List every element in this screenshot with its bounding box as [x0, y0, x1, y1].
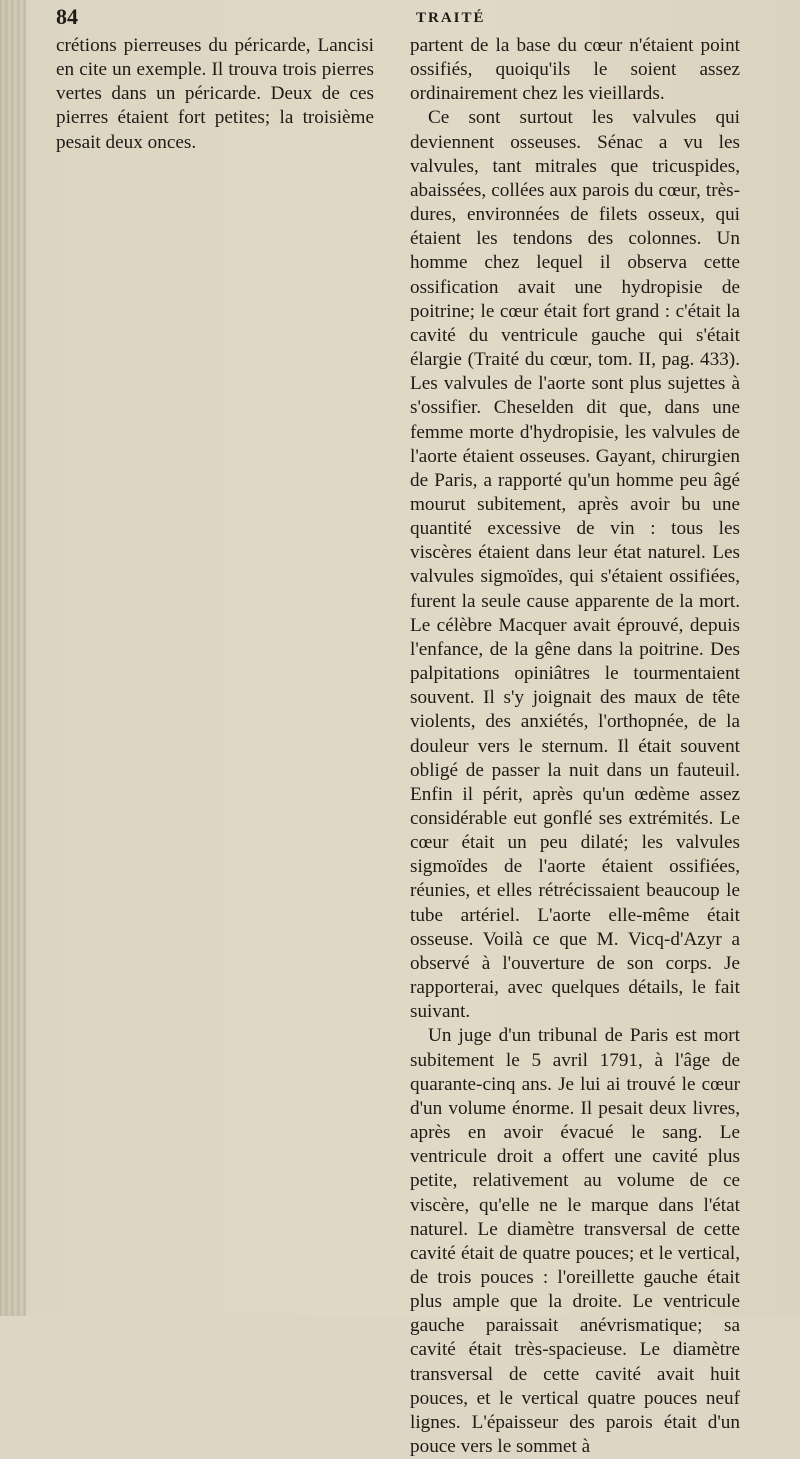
binding-gutter: [0, 0, 26, 1316]
paragraph: partent de la base du cœur n'étaient point ossifiés, quoiqu'ils le soient assez ordinairement chez les vieillards.: [410, 35, 740, 105]
running-head: TRAITÉ: [416, 10, 486, 26]
page-header: [56, 4, 780, 36]
right-column: [410, 34, 740, 1459]
paragraph: Ce sont surtout les valvules qui deviennent osseuses. Sénac a vu les valvules, tant mitrales que tricuspides, abaissées, collées aux parois du cœur, très-dures, environnées de filets osseux, qui étaient les tendons des colonnes. Un homme chez lequel il observa cette ossification avait une hydropisie de poitrine; le cœur était fort grand : c'était la cavité du ventricule gauche qui s'était élargie (Traité du cœur, tom. II, pag. 433). Les valvules de l'aorte sont plus sujettes à s'ossifier. Cheselden dit que, dans une femme morte d'hydropisie, les valvules de l'aorte étaient osseuses. Gayant, chirurgien de Paris, a rapporté qu'un homme peu âgé mourut subitement, après avoir bu une quantité excessive de vin : tous les viscères étaient dans leur état naturel. Les valvules sigmoïdes, qui s'étaient ossifiées, furent la seule cause apparente de la mort. Le célèbre Macquer avait éprouvé, depuis l'enfance, de la gêne dans la poitrine. Des palpitations opiniâtres le tourmentaient souvent. Il s'y joignait des maux de tête violents, des anxiétés, l'orthopnée, de la douleur vers le sternum. Il était souvent obligé de passer la nuit dans un fauteuil. Enfin il périt, après qu'un œdème assez considérable eut gonflé ses extrémités. Le cœur était un peu dilaté; les valvules sigmoïdes de l'aorte étaient ossifiées, réunies, et elles rétrécissaient beaucoup le tube artériel. L'aorte elle-même était osseuse. Voilà ce que M. Vicq-d'Azyr a observé à l'ouverture de son corps. Je rapporterai, avec quelques détails, le fait suivant.: [410, 107, 740, 1023]
page-number: 84: [56, 4, 78, 29]
left-column: [56, 34, 374, 155]
paragraph: Un juge d'un tribunal de Paris est mort subitement le 5 avril 1791, à l'âge de quarante-cinq ans. Je lui ai trouvé le cœur d'un volume énorme. Il pesait deux livres, après en avoir évacué le sang. Le ventricule droit a offert une cavité plus petite, relativement au volume de ce viscère, qu'elle ne le marque dans l'état naturel. Le diamètre transversal de cette cavité était de quatre pouces; et le vertical, de trois pouces : l'oreillette gauche était plus ample que la droite. Le ventricule gauche paraissait anévrismatique; sa cavité était très-spacieuse. Le diamètre transversal de cette cavité avait huit pouces, et le vertical quatre pouces neuf lignes. L'épaisseur des parois était d'un pouce vers le sommet à: [410, 1025, 740, 1458]
paragraph: crétions pierreuses du péricarde, Lancisi en cite un exemple. Il trouva trois pierres vertes dans un péricarde. Deux de ces pierres étaient fort petites; la troisième pesait deux onces.: [56, 35, 374, 153]
